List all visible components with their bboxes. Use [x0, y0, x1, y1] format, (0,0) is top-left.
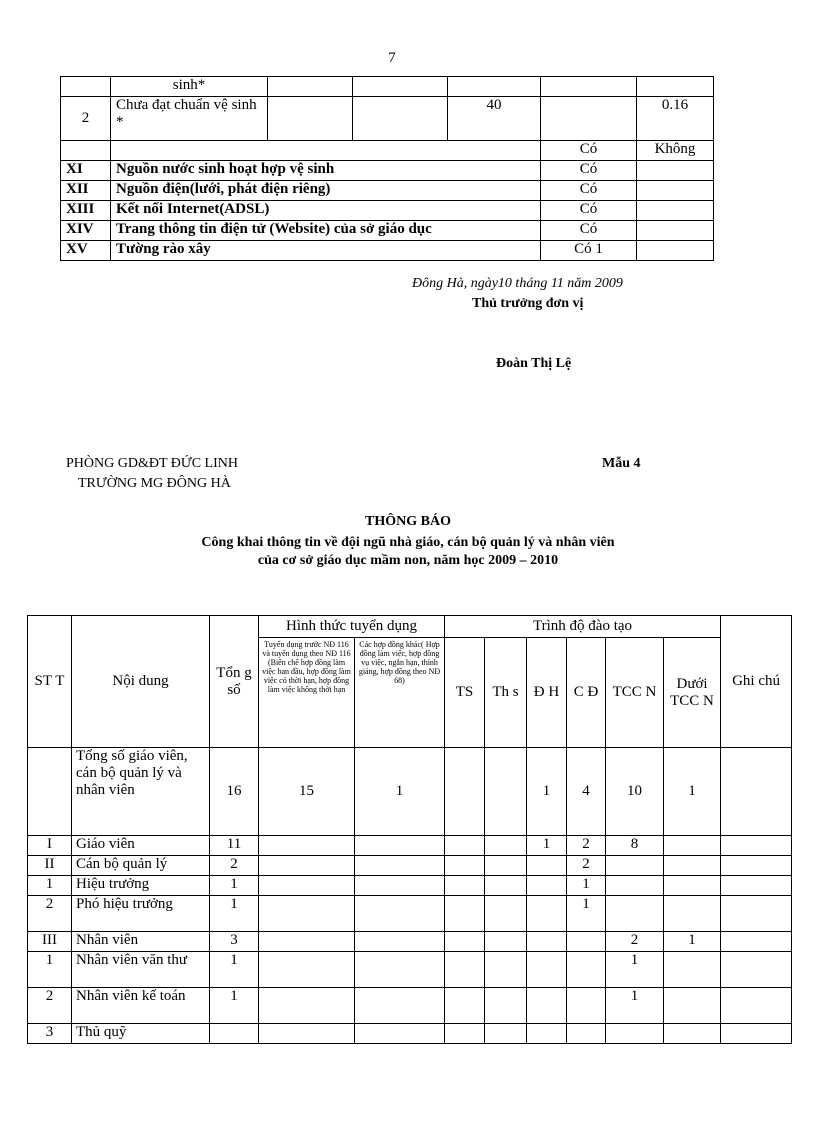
table-cell-ts — [445, 876, 485, 896]
table-row — [28, 836, 792, 856]
table-cell-stt: 1 — [28, 952, 72, 988]
table-cell-tccn — [606, 856, 664, 876]
table-row — [28, 932, 792, 952]
table-cell: Có — [541, 201, 637, 221]
table-cell-content: Thủ quỹ — [72, 1024, 210, 1044]
page-title: THÔNG BÁO — [365, 514, 451, 529]
table-cell-rb — [355, 932, 445, 952]
table-cell: 40 — [448, 97, 541, 141]
table-row — [28, 856, 792, 876]
header-ts: TS — [445, 638, 485, 748]
table-cell-content: Phó hiệu trưởng — [72, 896, 210, 932]
table-cell: XIII — [61, 201, 111, 221]
subtitle-line-2: của cơ sở giáo dục mầm non, năm học 2009 – 2010 — [257, 553, 559, 568]
table-cell-ths — [485, 1024, 527, 1044]
header-education-group: Trình độ đào tạo — [445, 616, 721, 638]
table-row — [61, 141, 714, 161]
table-cell-ts — [445, 952, 485, 988]
table-cell-below — [664, 856, 721, 876]
table-cell-ths — [485, 896, 527, 932]
table-row — [61, 161, 714, 181]
header-tccn: TCC N — [606, 638, 664, 748]
table-cell: Có 1 — [541, 241, 637, 261]
signer-position: Thủ trưởng đơn vị — [472, 296, 584, 311]
table-cell-ths — [485, 748, 527, 836]
table-cell-cd: 1 — [567, 896, 606, 932]
table-cell-below — [664, 896, 721, 932]
table-cell-cd: 2 — [567, 836, 606, 856]
table-cell-total — [210, 1024, 259, 1044]
table-cell-note — [721, 988, 792, 1024]
date-line: Đông Hà, ngày10 tháng 11 năm 2009 — [412, 276, 623, 291]
table-cell-ths — [485, 856, 527, 876]
table-cell-rb — [355, 856, 445, 876]
table-row — [28, 896, 792, 932]
table-cell-rb — [355, 952, 445, 988]
table-cell-below — [664, 988, 721, 1024]
table-cell-rb: 1 — [355, 748, 445, 836]
table-cell-dh: 1 — [527, 748, 567, 836]
header-recruit-a: Tuyển dụng trước NĐ 116 và tuyển dụng theo NĐ 116 (Biên chế hợp đồng làm việc ban đầu, hợp đồng làm việc có thời hạn, hợp đồng làm việc không thời hạn — [259, 638, 355, 748]
table-cell-tccn — [606, 876, 664, 896]
table-cell-below — [664, 952, 721, 988]
table-cell-stt: 1 — [28, 876, 72, 896]
table-cell-rb — [355, 836, 445, 856]
table-cell-ra: 15 — [259, 748, 355, 836]
table-cell-ra — [259, 1024, 355, 1044]
table-cell-tccn: 10 — [606, 748, 664, 836]
header-ths: Th s — [485, 638, 527, 748]
table-cell-ra — [259, 896, 355, 932]
table-header: Có — [541, 141, 637, 161]
table-cell-dh: 1 — [527, 836, 567, 856]
header-dh: Đ H — [527, 638, 567, 748]
table-cell-ra — [259, 856, 355, 876]
table-cell-content: Hiệu trưởng — [72, 876, 210, 896]
table-cell-stt: 2 — [28, 988, 72, 1024]
table-cell-ths — [485, 932, 527, 952]
table-header-row — [28, 616, 792, 638]
table-cell: XIV — [61, 221, 111, 241]
table-cell-note — [721, 932, 792, 952]
table-cell: Kết nối Internet(ADSL) — [111, 201, 541, 221]
table-cell-rb — [355, 876, 445, 896]
table-cell-total: 1 — [210, 876, 259, 896]
table-cell: Chưa đạt chuẩn vệ sinh * — [111, 97, 268, 141]
table-cell: Có — [541, 181, 637, 201]
table-cell-cd — [567, 932, 606, 952]
table-cell-content: Tổng số giáo viên, cán bộ quản lý và nhân viên — [72, 748, 210, 836]
table-cell-ths — [485, 988, 527, 1024]
table-cell: XII — [61, 181, 111, 201]
table-cell-ra — [259, 876, 355, 896]
table-cell-note — [721, 856, 792, 876]
table-row — [28, 876, 792, 896]
table-cell-cd — [567, 1024, 606, 1044]
table-cell-dh — [527, 876, 567, 896]
subtitle-line-1: Công khai thông tin về đội ngũ nhà giáo, cán bộ quản lý và nhân viên — [201, 535, 615, 550]
table-cell-dh — [527, 896, 567, 932]
table-cell-cd — [567, 952, 606, 988]
table-row — [61, 241, 714, 261]
table-cell-total: 1 — [210, 896, 259, 932]
table-cell: sinh* — [111, 77, 268, 97]
table-cell-note — [721, 1024, 792, 1044]
header-recruit-b: Các hợp đồng khác( Hợp đồng làm việc, hợp đồng vụ việc, ngắn hạn, thỉnh giảng, hợp đồng theo NĐ 68) — [355, 638, 445, 748]
table-cell-ths — [485, 836, 527, 856]
table-cell: Có — [541, 161, 637, 181]
table-cell-dh — [527, 1024, 567, 1044]
table-cell-content: Giáo viên — [72, 836, 210, 856]
table-cell: Trang thông tin điện tử (Website) của sở giáo dục — [111, 221, 541, 241]
table-cell-content: Nhân viên — [72, 932, 210, 952]
table-row — [61, 201, 714, 221]
table-cell-total: 1 — [210, 988, 259, 1024]
table-cell-below — [664, 836, 721, 856]
table-cell: Nguồn nước sinh hoạt hợp vệ sinh — [111, 161, 541, 181]
table-cell-ra — [259, 952, 355, 988]
table-row — [28, 952, 792, 988]
table-cell-ra — [259, 836, 355, 856]
table-cell-content: Nhân viên kế toán — [72, 988, 210, 1024]
facilities-table — [60, 76, 714, 261]
table-cell-ts — [445, 988, 485, 1024]
table-cell-stt: II — [28, 856, 72, 876]
table-cell-note — [721, 836, 792, 856]
table-row — [28, 748, 792, 836]
table-cell-cd: 4 — [567, 748, 606, 836]
table-cell-stt: III — [28, 932, 72, 952]
table-cell-below — [664, 876, 721, 896]
table-cell-total: 11 — [210, 836, 259, 856]
table-row — [61, 97, 714, 141]
table-cell-tccn — [606, 1024, 664, 1044]
table-cell-dh — [527, 932, 567, 952]
table-cell-total: 2 — [210, 856, 259, 876]
table-cell-note — [721, 748, 792, 836]
table-cell-rb — [355, 1024, 445, 1044]
table-cell-note — [721, 896, 792, 932]
table-cell-dh — [527, 952, 567, 988]
table-cell-ths — [485, 952, 527, 988]
table-cell-cd: 2 — [567, 856, 606, 876]
table-cell-below: 1 — [664, 932, 721, 952]
header-note: Ghi chú — [721, 616, 792, 748]
table-cell-tccn: 8 — [606, 836, 664, 856]
table-cell-ts — [445, 932, 485, 952]
table-cell-ra — [259, 988, 355, 1024]
page-number: 7 — [388, 50, 396, 66]
table-cell-content: Cán bộ quản lý — [72, 856, 210, 876]
table-cell-ts — [445, 748, 485, 836]
table-cell-stt: 3 — [28, 1024, 72, 1044]
table-header: Không — [637, 141, 714, 161]
table-row — [28, 1024, 792, 1044]
table-cell-below: 1 — [664, 748, 721, 836]
header-total: Tổn g số — [210, 616, 259, 748]
header-below-tccn: Dưới TCC N — [664, 638, 721, 748]
table-cell: XV — [61, 241, 111, 261]
table-cell-rb — [355, 896, 445, 932]
staff-table — [27, 615, 792, 1044]
table-cell-dh — [527, 988, 567, 1024]
school-name: TRƯỜNG MG ĐÔNG HÀ — [78, 476, 231, 491]
table-row — [61, 77, 714, 97]
office-name: PHÒNG GD&ĐT ĐỨC LINH — [66, 456, 238, 471]
table-cell-total: 3 — [210, 932, 259, 952]
signer-name: Đoàn Thị Lệ — [496, 356, 572, 371]
table-cell-total: 1 — [210, 952, 259, 988]
header-content: Nội dung — [72, 616, 210, 748]
table-row — [61, 181, 714, 201]
form-number: Mẫu 4 — [602, 456, 641, 471]
table-cell-ts — [445, 896, 485, 932]
table-cell: XI — [61, 161, 111, 181]
table-cell-ra — [259, 932, 355, 952]
table-cell-content: Nhân viên văn thư — [72, 952, 210, 988]
table-cell-cd — [567, 988, 606, 1024]
table-cell-tccn — [606, 896, 664, 932]
header-recruit-group: Hình thức tuyển dụng — [259, 616, 445, 638]
table-cell-dh — [527, 856, 567, 876]
table-cell: Tường rào xây — [111, 241, 541, 261]
table-cell-below — [664, 1024, 721, 1044]
table-cell: 2 — [61, 97, 111, 141]
table-row — [28, 988, 792, 1024]
table-cell-stt: 2 — [28, 896, 72, 932]
table-cell-ths — [485, 876, 527, 896]
table-cell-ts — [445, 856, 485, 876]
table-cell-ts — [445, 836, 485, 856]
table-cell-rb — [355, 988, 445, 1024]
table-cell-tccn: 2 — [606, 932, 664, 952]
table-cell-stt: I — [28, 836, 72, 856]
table-cell-tccn: 1 — [606, 988, 664, 1024]
table-cell: Có — [541, 221, 637, 241]
table-cell-cd: 1 — [567, 876, 606, 896]
table-cell: Nguồn điện(lưới, phát điện riêng) — [111, 181, 541, 201]
table-row — [61, 221, 714, 241]
table-cell-note — [721, 952, 792, 988]
header-stt: ST T — [28, 616, 72, 748]
table-cell-total: 16 — [210, 748, 259, 836]
table-cell: 0.16 — [637, 97, 714, 141]
table-cell-tccn: 1 — [606, 952, 664, 988]
table-cell-ts — [445, 1024, 485, 1044]
header-cd: C Đ — [567, 638, 606, 748]
table-cell-note — [721, 876, 792, 896]
table-cell-stt — [28, 748, 72, 836]
